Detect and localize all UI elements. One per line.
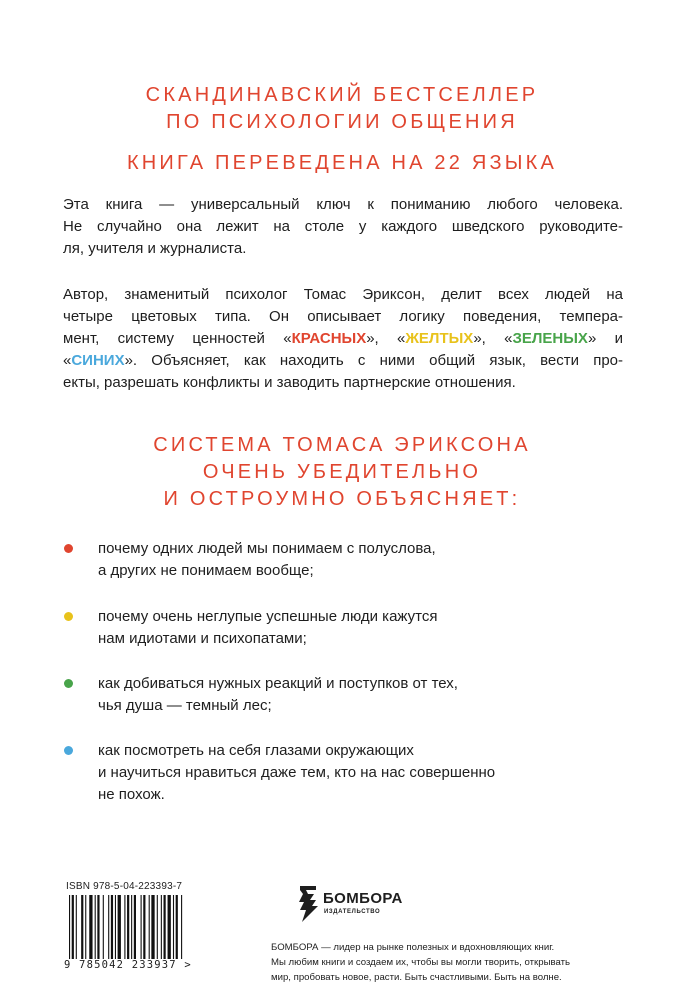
system-heading-line2: ОЧЕНЬ УБЕДИТЕЛЬНО <box>202 461 482 483</box>
author-line-blue <box>63 350 623 372</box>
system-heading-line1: СИСТЕМА ТОМАСА ЭРИКСОНА <box>153 434 531 456</box>
bullet-line: и научиться нравиться даже тем, кто на нас совершенно <box>98 764 496 781</box>
type-red-label: КРАСНЫХ <box>291 330 367 347</box>
type-green-label: ЗЕЛЕНЫХ <box>512 330 588 347</box>
author-text: « <box>63 352 72 369</box>
bestseller-heading <box>0 82 684 136</box>
author-text: мент, систему ценностей « <box>63 330 292 347</box>
type-blue-label: СИНИХ <box>71 352 125 369</box>
author-paragraph <box>63 284 623 394</box>
type-yellow-label: ЖЕЛТЫХ <box>405 330 474 347</box>
bullet-line: как добиваться нужных реакций и поступков от тех, <box>98 675 458 692</box>
author-line: четыре цветовых типа. Он описывает логику поведения, темпера- <box>63 308 623 325</box>
bestseller-heading-line1: СКАНДИНАВСКИЙ БЕСТСЕЛЛЕР <box>145 84 539 106</box>
author-text: » и <box>587 330 623 347</box>
blue-dot-icon <box>64 746 73 755</box>
bullet-text <box>98 606 437 650</box>
author-text: ». Объясняет, как находить с ними общий язык, вести про- <box>124 352 623 369</box>
publisher-line: БОМБОРА — лидер на рынке полезных и вдохновляющих книг. <box>271 942 555 953</box>
bullet-text <box>98 740 495 806</box>
intro-line: Эта книга — универсальный ключ к пониманию любого человека. <box>63 196 623 213</box>
bullet-text <box>98 673 458 717</box>
translated-heading: КНИГА ПЕРЕВЕДЕНА НА 22 ЯЗЫКА <box>126 152 558 174</box>
red-dot-icon <box>64 544 73 553</box>
author-line: Автор, знаменитый психолог Томас Эриксон, делит всех людей на <box>63 286 623 303</box>
system-heading-line3: И ОСТРОУМНО ОБЪЯСНЯЕТ: <box>163 488 521 510</box>
author-text: », « <box>473 330 513 347</box>
green-dot-icon <box>64 679 73 688</box>
publisher-logo-icon <box>296 884 322 924</box>
bullet-text <box>98 538 436 582</box>
publisher-line: Мы любим книги и создаем их, чтобы вы могли творить, открывать <box>271 957 570 968</box>
author-text: », « <box>366 330 406 347</box>
intro-line: ля, учителя и журналиста. <box>63 240 247 257</box>
bullet-line: а других не понимаем вообще; <box>98 562 314 579</box>
barcode <box>64 883 229 975</box>
bestseller-heading-line2: ПО ПСИХОЛОГИИ ОБЩЕНИЯ <box>166 111 518 133</box>
yellow-dot-icon <box>64 612 73 621</box>
barcode-digits: 9 785042 233937 > <box>64 959 192 971</box>
bullet-line: не похож. <box>98 786 165 803</box>
publisher-description <box>271 940 631 985</box>
barcode-bars-icon <box>67 895 225 959</box>
publisher-line: мир, пробовать новое, расти. Быть счастливыми. Быть на волне. <box>271 972 562 983</box>
intro-paragraph <box>63 194 623 260</box>
isbn-label: ISBN 978-5-04-223393-7 <box>66 881 183 892</box>
bullet-line: нам идиотами и психопатами; <box>98 630 307 647</box>
publisher-logo-subtitle: ИЗДАТЕЛЬСТВО <box>324 909 381 915</box>
bullet-line: как посмотреть на себя глазами окружающих <box>98 742 414 759</box>
system-heading <box>0 432 684 513</box>
author-line: екты, разрешать конфликты и заводить партнерские отношения. <box>63 374 516 391</box>
publisher-logo <box>296 884 406 924</box>
bullet-line: почему очень неглупые успешные люди кажутся <box>98 608 438 625</box>
publisher-logo-name: БОМБОРА <box>323 890 403 907</box>
author-line-colors <box>63 328 623 350</box>
bullet-line: почему одних людей мы понимаем с полуслова, <box>98 540 436 557</box>
intro-line: Не случайно она лежит на столе у каждого шведского руководите- <box>63 218 623 235</box>
bullet-line: чья душа — темный лес; <box>98 697 272 714</box>
